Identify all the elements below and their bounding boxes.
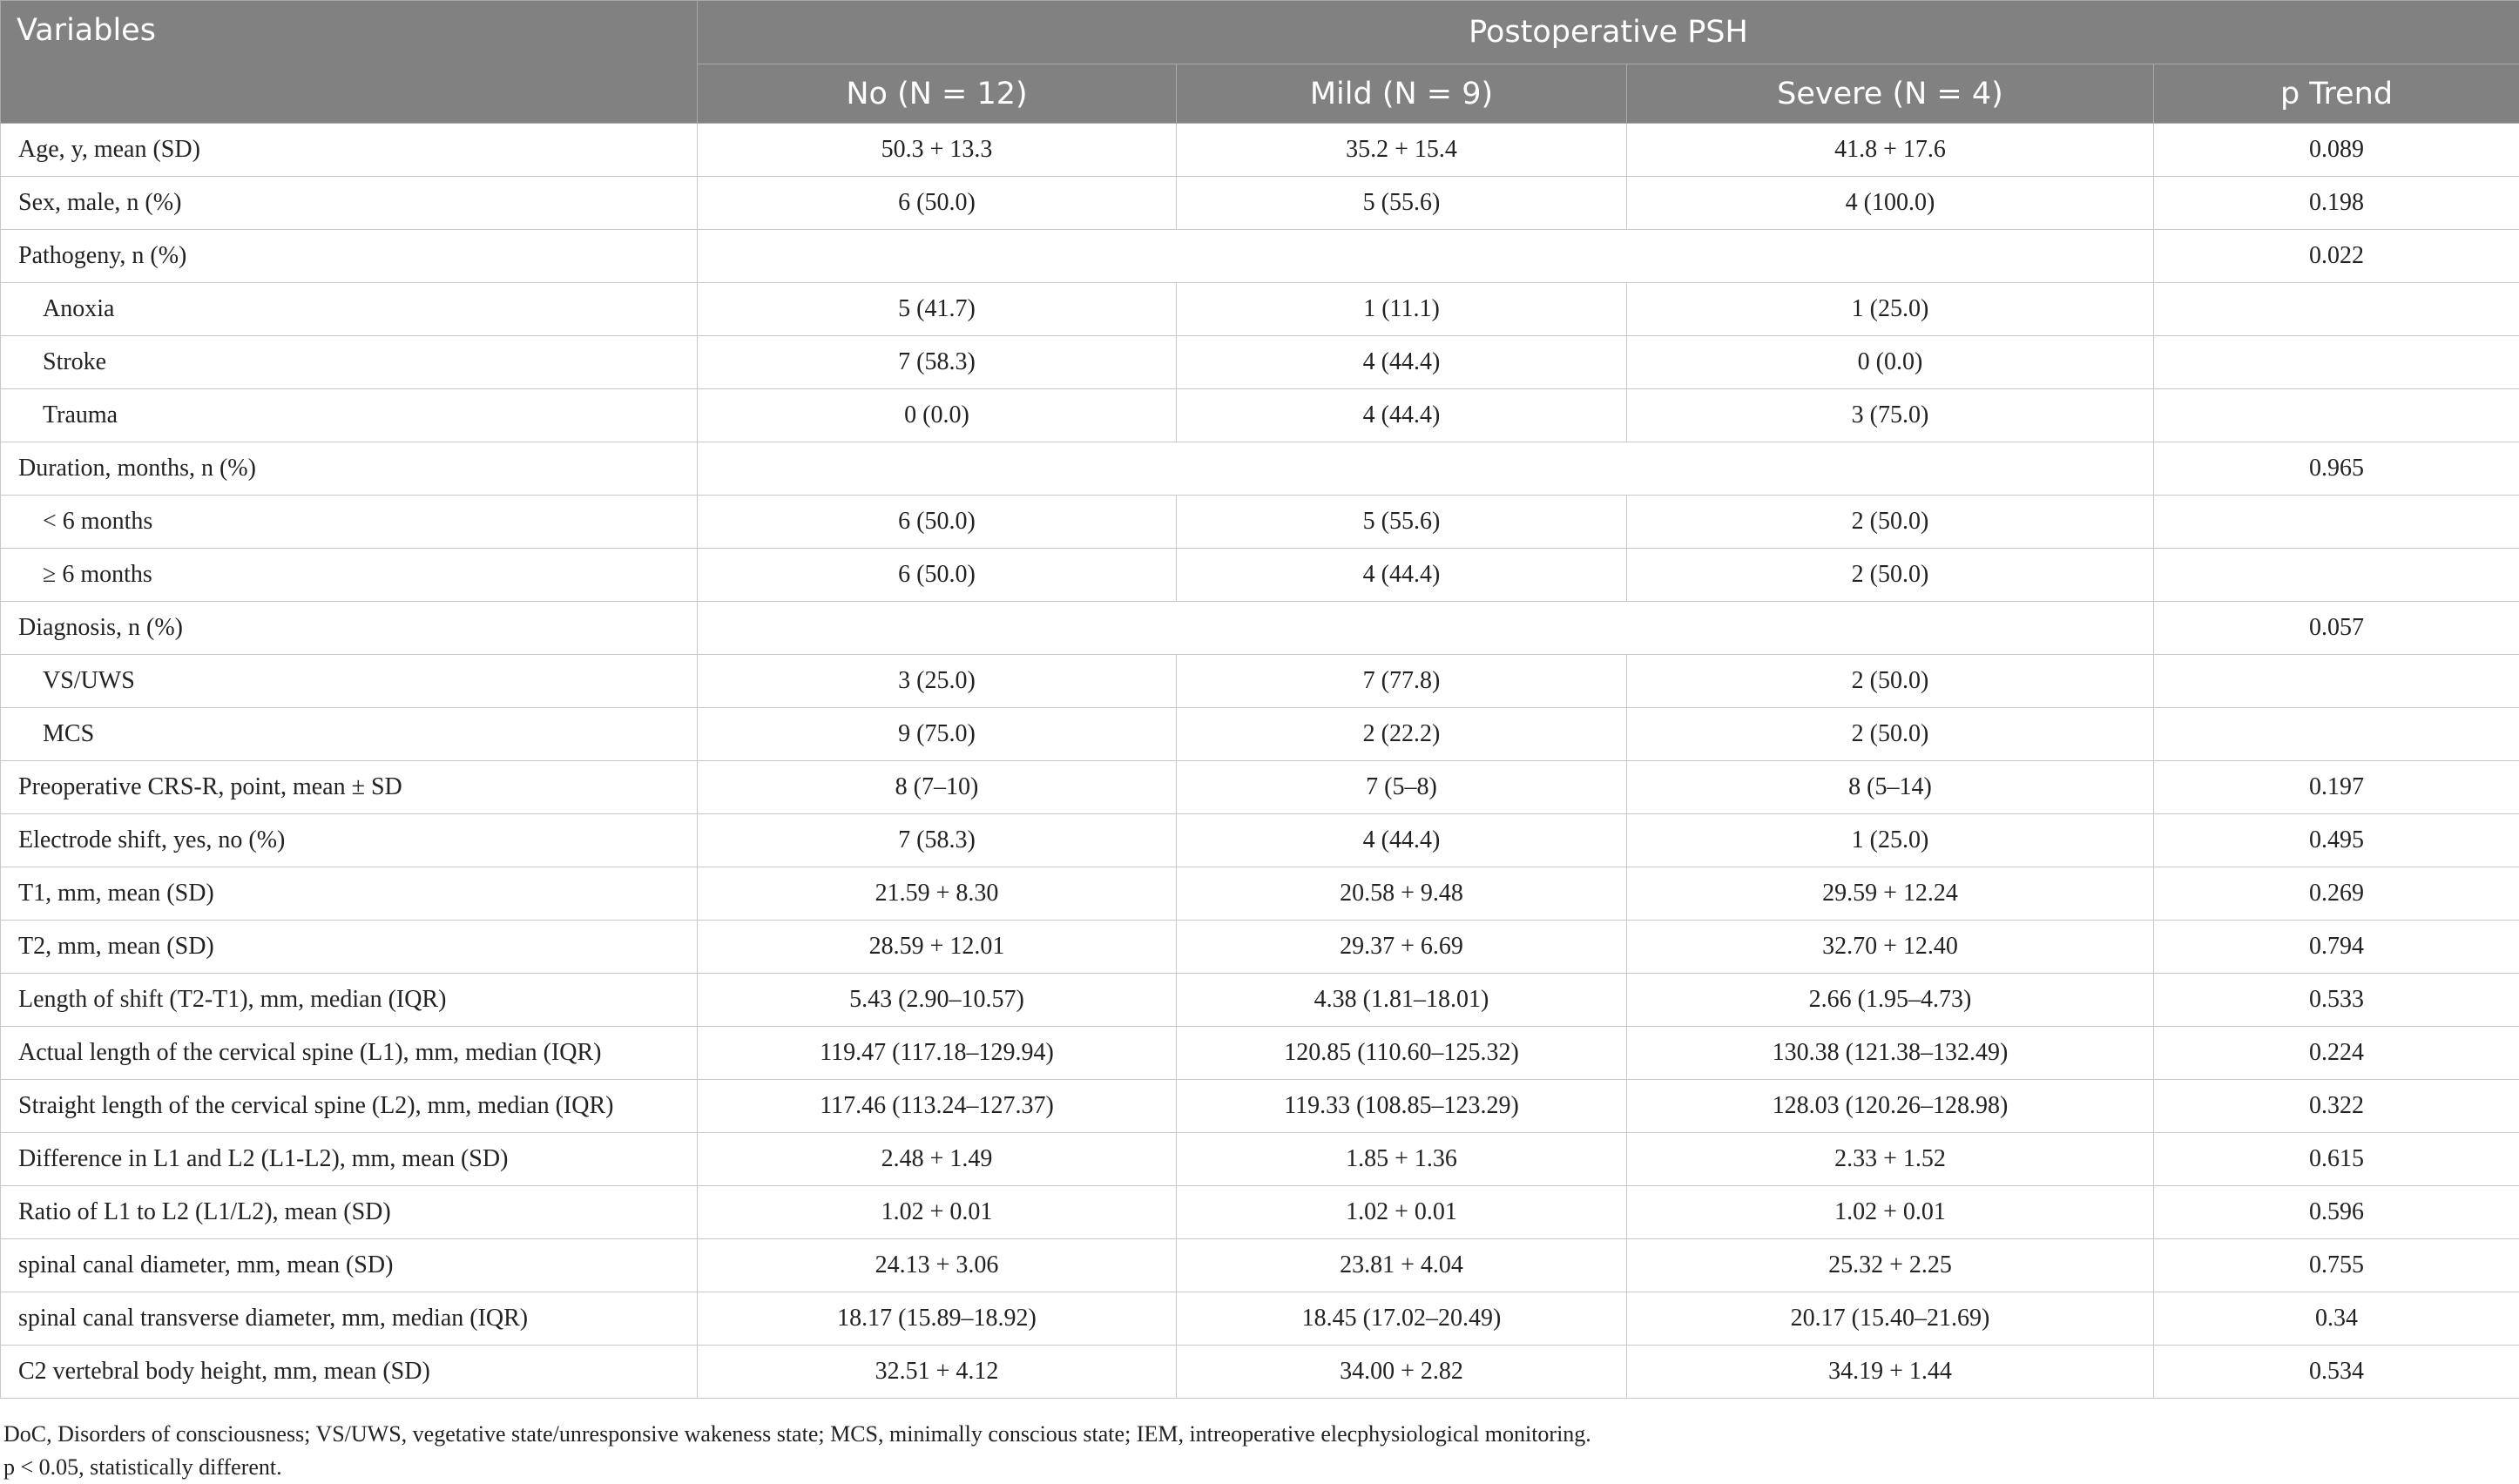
cell-no: 8 (7–10)	[698, 761, 1177, 814]
cell-severe: 29.59 + 12.24	[1627, 867, 2154, 921]
row-label: Duration, months, n (%)	[1, 442, 698, 496]
cell-severe: 1 (25.0)	[1627, 814, 2154, 867]
cell-p-trend: 0.322	[2154, 1080, 2519, 1133]
cell-no: 6 (50.0)	[698, 549, 1177, 602]
cell-no: 3 (25.0)	[698, 655, 1177, 708]
table-header	[1, 1, 2519, 124]
cell-p-trend: 0.089	[2154, 124, 2519, 177]
cell-severe: 20.17 (15.40–21.69)	[1627, 1292, 2154, 1346]
cell-p-trend	[2154, 496, 2519, 549]
row-label: Straight length of the cervical spine (L2), mm, median (IQR)	[1, 1080, 698, 1133]
cell-no: 117.46 (113.24–127.37)	[698, 1080, 1177, 1133]
table-row	[1, 1239, 2519, 1292]
cell-p-trend: 0.224	[2154, 1027, 2519, 1080]
cell-p-trend: 0.34	[2154, 1292, 2519, 1346]
cell-no: 7 (58.3)	[698, 814, 1177, 867]
row-label: spinal canal transverse diameter, mm, median (IQR)	[1, 1292, 698, 1346]
cell-severe: 2 (50.0)	[1627, 549, 2154, 602]
column-header-mild	[1177, 64, 1627, 124]
cell-mild: 35.2 + 15.4	[1177, 124, 1627, 177]
cell-mild: 4 (44.4)	[1177, 549, 1627, 602]
cell-mild: 34.00 + 2.82	[1177, 1346, 1627, 1399]
cell-no: 28.59 + 12.01	[698, 921, 1177, 974]
cell-severe: 128.03 (120.26–128.98)	[1627, 1080, 2154, 1133]
cell-no: 5.43 (2.90–10.57)	[698, 974, 1177, 1027]
table-row	[1, 921, 2519, 974]
cell-severe: 2 (50.0)	[1627, 496, 2154, 549]
row-label: VS/UWS	[1, 655, 698, 708]
cell-p-trend	[2154, 389, 2519, 442]
row-label: Actual length of the cervical spine (L1), mm, median (IQR)	[1, 1027, 698, 1080]
table-row	[1, 974, 2519, 1027]
cell-p-trend: 0.022	[2154, 230, 2519, 283]
cell-p-trend: 0.057	[2154, 602, 2519, 655]
row-label: Electrode shift, yes, no (%)	[1, 814, 698, 867]
cell-mild: 119.33 (108.85–123.29)	[1177, 1080, 1627, 1133]
cell-mild: 7 (5–8)	[1177, 761, 1627, 814]
table-footnotes	[0, 1418, 2519, 1484]
cell-no: 9 (75.0)	[698, 708, 1177, 761]
table-row	[1, 283, 2519, 336]
row-label: Pathogeny, n (%)	[1, 230, 698, 283]
row-label: Preoperative CRS-R, point, mean ± SD	[1, 761, 698, 814]
cell-no: 50.3 + 13.3	[698, 124, 1177, 177]
cell-mild: 1.02 + 0.01	[1177, 1186, 1627, 1239]
row-label: Difference in L1 and L2 (L1-L2), mm, mean (SD)	[1, 1133, 698, 1186]
cell-p-trend: 0.755	[2154, 1239, 2519, 1292]
table-row	[1, 655, 2519, 708]
cell-no: 119.47 (117.18–129.94)	[698, 1027, 1177, 1080]
cell-severe: 4 (100.0)	[1627, 177, 2154, 230]
cell-p-trend	[2154, 655, 2519, 708]
row-label: Trauma	[1, 389, 698, 442]
column-name: Mild	[1309, 76, 1373, 111]
column-n: (N = 12)	[897, 76, 1028, 111]
row-label: T2, mm, mean (SD)	[1, 921, 698, 974]
cell-p-trend: 0.965	[2154, 442, 2519, 496]
cell-severe: 2 (50.0)	[1627, 708, 2154, 761]
table-row	[1, 761, 2519, 814]
cell-severe: 2.66 (1.95–4.73)	[1627, 974, 2154, 1027]
column-name: No	[846, 76, 888, 111]
cell-mild: 18.45 (17.02–20.49)	[1177, 1292, 1627, 1346]
cell-p-trend: 0.533	[2154, 974, 2519, 1027]
cell-mild: 120.85 (110.60–125.32)	[1177, 1027, 1627, 1080]
table-row	[1, 1346, 2519, 1399]
column-header-no	[698, 64, 1177, 124]
column-n: (N = 9)	[1381, 76, 1494, 111]
spanning-empty-cell	[698, 442, 2154, 496]
row-label: spinal canal diameter, mm, mean (SD)	[1, 1239, 698, 1292]
row-label: Ratio of L1 to L2 (L1/L2), mean (SD)	[1, 1186, 698, 1239]
cell-mild: 4.38 (1.81–18.01)	[1177, 974, 1627, 1027]
cell-p-trend: 0.794	[2154, 921, 2519, 974]
cell-mild: 4 (44.4)	[1177, 814, 1627, 867]
cell-no: 21.59 + 8.30	[698, 867, 1177, 921]
cell-p-trend	[2154, 283, 2519, 336]
group-header: Postoperative PSH	[698, 1, 2519, 64]
cell-severe: 2.33 + 1.52	[1627, 1133, 2154, 1186]
cell-no: 18.17 (15.89–18.92)	[698, 1292, 1177, 1346]
row-label: C2 vertebral body height, mm, mean (SD)	[1, 1346, 698, 1399]
spanning-empty-cell	[698, 230, 2154, 283]
row-label: Anoxia	[1, 283, 698, 336]
column-n: (N = 4)	[1892, 76, 2003, 111]
row-label: T1, mm, mean (SD)	[1, 867, 698, 921]
footnote-abbreviations: DoC, Disorders of consciousness; VS/UWS, vegetative state/unresponsive wakeness state; MCS, minimally conscious state; IEM, intreoperative elecphysiological monitoring.	[3, 1421, 1591, 1447]
table-row	[1, 177, 2519, 230]
cell-p-trend: 0.596	[2154, 1186, 2519, 1239]
cell-no: 2.48 + 1.49	[698, 1133, 1177, 1186]
cell-mild: 5 (55.6)	[1177, 496, 1627, 549]
cell-severe: 1 (25.0)	[1627, 283, 2154, 336]
cell-p-trend: 0.615	[2154, 1133, 2519, 1186]
table-row	[1, 867, 2519, 921]
cell-no: 5 (41.7)	[698, 283, 1177, 336]
row-label: Sex, male, n (%)	[1, 177, 698, 230]
row-label: < 6 months	[1, 496, 698, 549]
row-label: Length of shift (T2-T1), mm, median (IQR)	[1, 974, 698, 1027]
spanning-empty-cell	[698, 602, 2154, 655]
footnote-significance: p < 0.05, statistically different.	[3, 1454, 282, 1480]
cell-p-trend: 0.269	[2154, 867, 2519, 921]
column-header-severe	[1627, 64, 2154, 124]
table-row	[1, 442, 2519, 496]
table-row	[1, 1292, 2519, 1346]
row-label: Diagnosis, n (%)	[1, 602, 698, 655]
table-row	[1, 230, 2519, 283]
table-row	[1, 549, 2519, 602]
table-row	[1, 1080, 2519, 1133]
cell-mild: 7 (77.8)	[1177, 655, 1627, 708]
table-row	[1, 602, 2519, 655]
cell-no: 1.02 + 0.01	[698, 1186, 1177, 1239]
cell-severe: 2 (50.0)	[1627, 655, 2154, 708]
cell-mild: 4 (44.4)	[1177, 336, 1627, 389]
cell-p-trend	[2154, 336, 2519, 389]
cell-no: 6 (50.0)	[698, 496, 1177, 549]
cell-mild: 4 (44.4)	[1177, 389, 1627, 442]
cell-mild: 2 (22.2)	[1177, 708, 1627, 761]
table-body	[1, 124, 2519, 1399]
cell-severe: 25.32 + 2.25	[1627, 1239, 2154, 1292]
table-row	[1, 708, 2519, 761]
cell-p-trend	[2154, 708, 2519, 761]
cell-p-trend: 0.534	[2154, 1346, 2519, 1399]
cell-no: 24.13 + 3.06	[698, 1239, 1177, 1292]
cell-severe: 8 (5–14)	[1627, 761, 2154, 814]
cell-severe: 0 (0.0)	[1627, 336, 2154, 389]
table-row	[1, 389, 2519, 442]
column-header-p-trend: p Trend	[2154, 64, 2519, 124]
cell-no: 0 (0.0)	[698, 389, 1177, 442]
table-row	[1, 1186, 2519, 1239]
cell-p-trend: 0.495	[2154, 814, 2519, 867]
cell-p-trend	[2154, 549, 2519, 602]
cell-severe: 32.70 + 12.40	[1627, 921, 2154, 974]
cell-no: 7 (58.3)	[698, 336, 1177, 389]
cell-no: 32.51 + 4.12	[698, 1346, 1177, 1399]
cell-severe: 41.8 + 17.6	[1627, 124, 2154, 177]
row-label: ≥ 6 months	[1, 549, 698, 602]
variables-header: Variables	[1, 1, 698, 124]
cell-mild: 5 (55.6)	[1177, 177, 1627, 230]
cell-no: 6 (50.0)	[698, 177, 1177, 230]
row-label: Age, y, mean (SD)	[1, 124, 698, 177]
table-row	[1, 496, 2519, 549]
row-label: Stroke	[1, 336, 698, 389]
table-row	[1, 124, 2519, 177]
table-row	[1, 1027, 2519, 1080]
cell-p-trend: 0.198	[2154, 177, 2519, 230]
cell-severe: 1.02 + 0.01	[1627, 1186, 2154, 1239]
cell-severe: 3 (75.0)	[1627, 389, 2154, 442]
table-row	[1, 1133, 2519, 1186]
row-label: MCS	[1, 708, 698, 761]
cell-mild: 1.85 + 1.36	[1177, 1133, 1627, 1186]
cell-mild: 23.81 + 4.04	[1177, 1239, 1627, 1292]
column-name: Severe	[1777, 76, 1883, 111]
table-row	[1, 336, 2519, 389]
cell-mild: 29.37 + 6.69	[1177, 921, 1627, 974]
cell-mild: 20.58 + 9.48	[1177, 867, 1627, 921]
table-row	[1, 814, 2519, 867]
cell-severe: 130.38 (121.38–132.49)	[1627, 1027, 2154, 1080]
cell-mild: 1 (11.1)	[1177, 283, 1627, 336]
cell-severe: 34.19 + 1.44	[1627, 1346, 2154, 1399]
cell-p-trend: 0.197	[2154, 761, 2519, 814]
